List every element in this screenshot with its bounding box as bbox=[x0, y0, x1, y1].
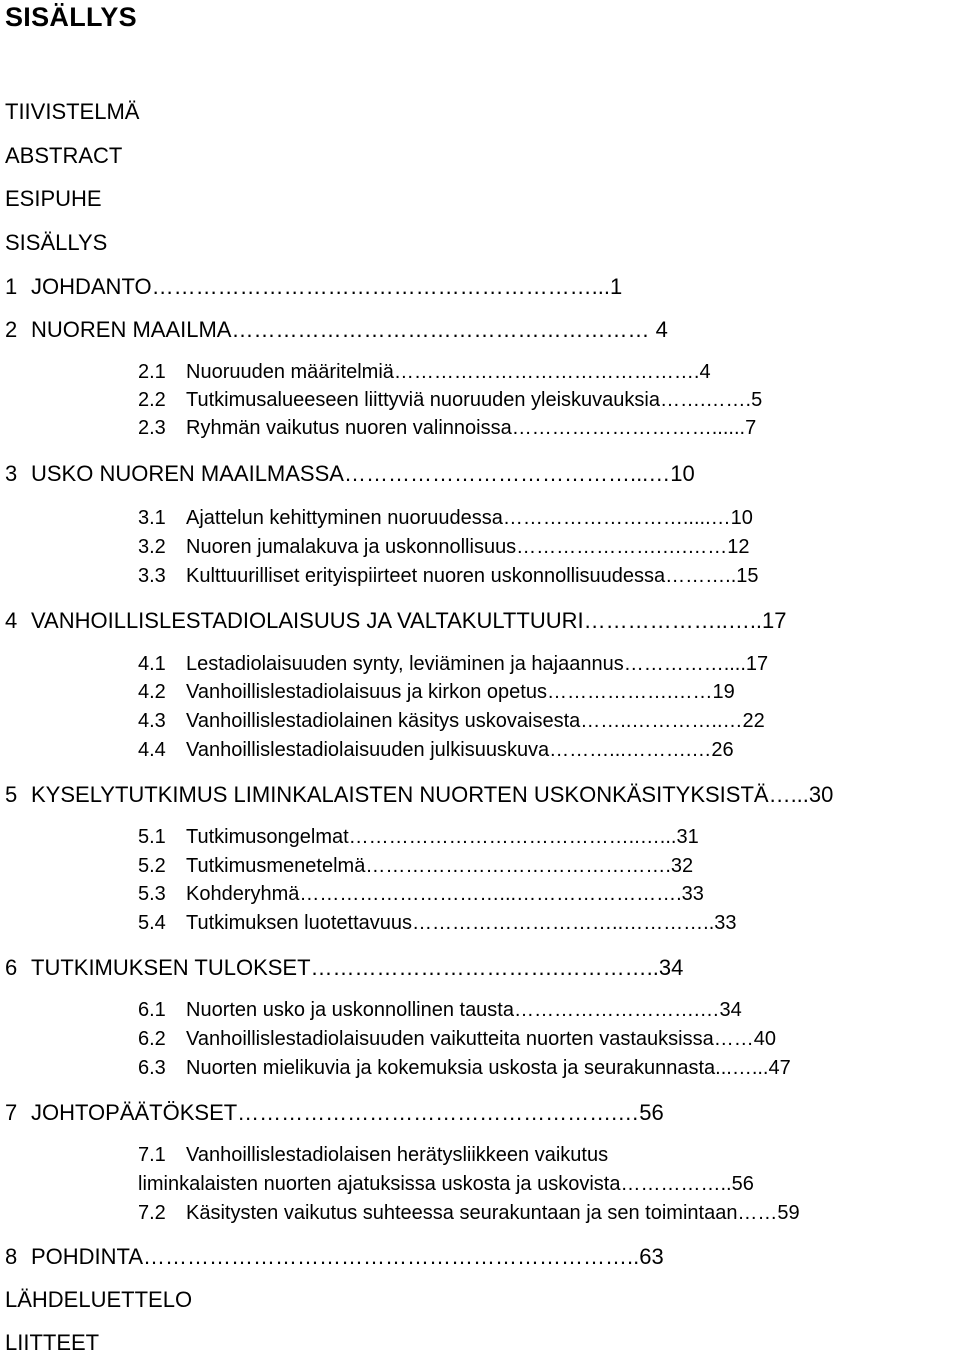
toc-entry-number: 8 bbox=[5, 1244, 18, 1269]
toc-entry-liitteet bbox=[5, 1332, 99, 1354]
toc-entry-number: 5.4 bbox=[138, 912, 166, 934]
toc-entry-chapter-8 bbox=[5, 1246, 664, 1268]
toc-entry-number: 4.1 bbox=[138, 653, 166, 675]
toc-entry-section-2-1 bbox=[138, 362, 711, 382]
toc-entry-section-3-2 bbox=[138, 537, 750, 557]
toc-entry-text: Kohderyhmä…………………………...…………………….33 bbox=[186, 883, 704, 905]
toc-entry-text: Ryhmän vaikutus nuoren valinnoissa…………………………......7 bbox=[186, 417, 757, 439]
toc-entry-esipuhe bbox=[5, 188, 102, 210]
toc-entry-section-7-1-continued bbox=[138, 1174, 754, 1194]
toc-entry-section-5-4 bbox=[138, 913, 737, 933]
toc-entry-text: Käsitysten vaikutus suhteessa seurakuntaan ja sen toimintaan……59 bbox=[186, 1202, 800, 1224]
toc-entry-text: JOHTOPÄÄTÖKSET…………………………………………….…56 bbox=[31, 1100, 664, 1125]
toc-entry-section-6-2 bbox=[138, 1029, 776, 1049]
toc-entry-chapter-3 bbox=[5, 463, 695, 485]
toc-entry-number: 7.2 bbox=[138, 1202, 166, 1224]
toc-entry-text: Vanhoillislestadiolaisuus ja kirkon opetus……………….……19 bbox=[186, 681, 735, 703]
toc-entry-chapter-6 bbox=[5, 957, 683, 979]
toc-entry-chapter-2 bbox=[5, 319, 668, 341]
toc-entry-text: KYSELYTUTKIMUS LIMINKALAISTEN NUORTEN USKONKÄSITYKSISTÄ…...30 bbox=[31, 782, 834, 807]
toc-entry-section-7-2 bbox=[138, 1203, 800, 1223]
toc-entry-text: Nuoruuden määritelmiä……………………………………….4 bbox=[186, 361, 711, 383]
toc-entry-text: Vanhoillislestadiolainen käsitys uskovaisesta……..…………..…22 bbox=[186, 710, 765, 732]
toc-entry-section-4-1 bbox=[138, 654, 768, 674]
toc-entry-text: POHDINTA…………………………………………………………..63 bbox=[31, 1244, 664, 1269]
toc-entry-section-4-4 bbox=[138, 740, 734, 760]
toc-entry-section-5-2 bbox=[138, 856, 693, 876]
toc-entry-number: 6 bbox=[5, 955, 18, 980]
toc-entry-text: JOHDANTO……………………………………………………...1 bbox=[31, 274, 623, 299]
toc-entry-number: 5.1 bbox=[138, 826, 166, 848]
toc-entry-tiivistelma bbox=[5, 101, 139, 123]
toc-entry-number: 2.3 bbox=[138, 417, 166, 439]
toc-entry-text: Vanhoillislestadiolaisuuden vaikutteita nuorten vastauksissa……40 bbox=[186, 1028, 776, 1050]
toc-entry-text: LIITTEET bbox=[5, 1330, 100, 1355]
toc-entry-section-6-1 bbox=[138, 1000, 742, 1020]
toc-entry-section-7-1 bbox=[138, 1145, 608, 1165]
toc-entry-text: Tutkimusmenetelmä……………………………………….32 bbox=[186, 855, 694, 877]
toc-entry-section-3-3 bbox=[138, 566, 759, 586]
toc-entry-text: LÄHDELUETTELO bbox=[5, 1287, 193, 1312]
toc-entry-section-5-3 bbox=[138, 884, 704, 904]
toc-entry-text: Tutkimuksen luotettavuus…………………………..…………..33 bbox=[186, 912, 737, 934]
toc-entry-text: Vanhoillislestadiolaisuuden julkisuuskuva………...……….…26 bbox=[186, 739, 734, 761]
toc-entry-number: 6.2 bbox=[138, 1028, 166, 1050]
toc-entry-number: 4.4 bbox=[138, 739, 166, 761]
toc-entry-text: TUTKIMUKSEN TULOKSET…………………………….…………..34 bbox=[31, 955, 684, 980]
toc-entry-number: 4.2 bbox=[138, 681, 166, 703]
toc-entry-number: 5.3 bbox=[138, 883, 166, 905]
toc-entry-number: 7.1 bbox=[138, 1144, 166, 1166]
toc-entry-text: Nuoren jumalakuva ja uskonnollisuus………………….….……12 bbox=[186, 536, 750, 558]
toc-entry-lahdeluettelo bbox=[5, 1289, 192, 1311]
toc-entry-section-2-2 bbox=[138, 390, 762, 410]
toc-entry-number: 2.2 bbox=[138, 389, 166, 411]
toc-entry-number: 2 bbox=[5, 317, 18, 342]
toc-entry-section-3-1 bbox=[138, 508, 753, 528]
toc-entry-text: USKO NUOREN MAAILMASSA…………………………………...…10 bbox=[31, 461, 695, 486]
toc-entry-number: 4.3 bbox=[138, 710, 166, 732]
toc-entry-section-5-1 bbox=[138, 827, 699, 847]
toc-entry-number: 3.2 bbox=[138, 536, 166, 558]
toc-entry-text: ESIPUHE bbox=[5, 186, 102, 211]
toc-entry-text: Vanhoillislestadiolaisen herätysliikkeen vaikutus bbox=[186, 1144, 609, 1166]
toc-entry-text: NUOREN MAAILMA………………………………………………… 4 bbox=[31, 317, 668, 342]
toc-entry-text: VANHOILLISLESTADIOLAISUUS JA VALTAKULTTUURI………………..…..17 bbox=[31, 608, 787, 633]
toc-entry-number: 6.1 bbox=[138, 999, 166, 1021]
toc-entry-text: liminkalaisten nuorten ajatuksissa uskosta ja uskovista……………..56 bbox=[138, 1173, 754, 1195]
toc-entry-section-2-3 bbox=[138, 418, 756, 438]
toc-entry-chapter-1 bbox=[5, 276, 622, 298]
toc-entry-number: 5 bbox=[5, 782, 18, 807]
toc-entry-section-6-3 bbox=[138, 1058, 791, 1078]
toc-entry-number: 7 bbox=[5, 1100, 18, 1125]
toc-entry-text: ABSTRACT bbox=[5, 143, 123, 168]
toc-entry-text: Kulttuurilliset erityispiirteet nuoren uskonnollisuudessa………..15 bbox=[186, 565, 759, 587]
toc-entry-number: 3.1 bbox=[138, 507, 166, 529]
toc-entry-number: 6.3 bbox=[138, 1057, 166, 1079]
toc-entry-section-4-3 bbox=[138, 711, 765, 731]
toc-entry-text: Nuorten usko ja uskonnollinen tausta……………………….…34 bbox=[186, 999, 742, 1021]
page-title: SISÄLLYS bbox=[5, 2, 137, 32]
toc-entry-text: TIIVISTELMÄ bbox=[5, 99, 140, 124]
toc-entry-number: 3.3 bbox=[138, 565, 166, 587]
toc-entry-number: 1 bbox=[5, 274, 18, 299]
toc-entry-text: Nuorten mielikuvia ja kokemuksia uskosta ja seurakunnasta...…...47 bbox=[186, 1057, 791, 1079]
toc-entry-number: 3 bbox=[5, 461, 18, 486]
toc-entry-text: Ajattelun kehittyminen nuoruudessa……………………….....…10 bbox=[186, 507, 753, 529]
toc-entry-number: 2.1 bbox=[138, 361, 166, 383]
toc-entry-text: Tutkimusalueeseen liittyviä nuoruuden yleiskuvauksia…….…….5 bbox=[186, 389, 763, 411]
toc-entry-text: Lestadiolaisuuden synty, leviäminen ja hajaannus……………....17 bbox=[186, 653, 769, 675]
toc-entry-chapter-4 bbox=[5, 610, 787, 632]
toc-entry-chapter-5 bbox=[5, 784, 833, 806]
toc-entry-number: 4 bbox=[5, 608, 18, 633]
toc-entry-section-4-2 bbox=[138, 682, 735, 702]
toc-entry-chapter-7 bbox=[5, 1102, 664, 1124]
toc-entry-text: Tutkimusongelmat……………………………………..…...31 bbox=[186, 826, 699, 848]
toc-entry-sisallys bbox=[5, 232, 107, 254]
toc-entry-abstract bbox=[5, 145, 122, 167]
toc-entry-number: 5.2 bbox=[138, 855, 166, 877]
toc-entry-text: SISÄLLYS bbox=[5, 230, 108, 255]
